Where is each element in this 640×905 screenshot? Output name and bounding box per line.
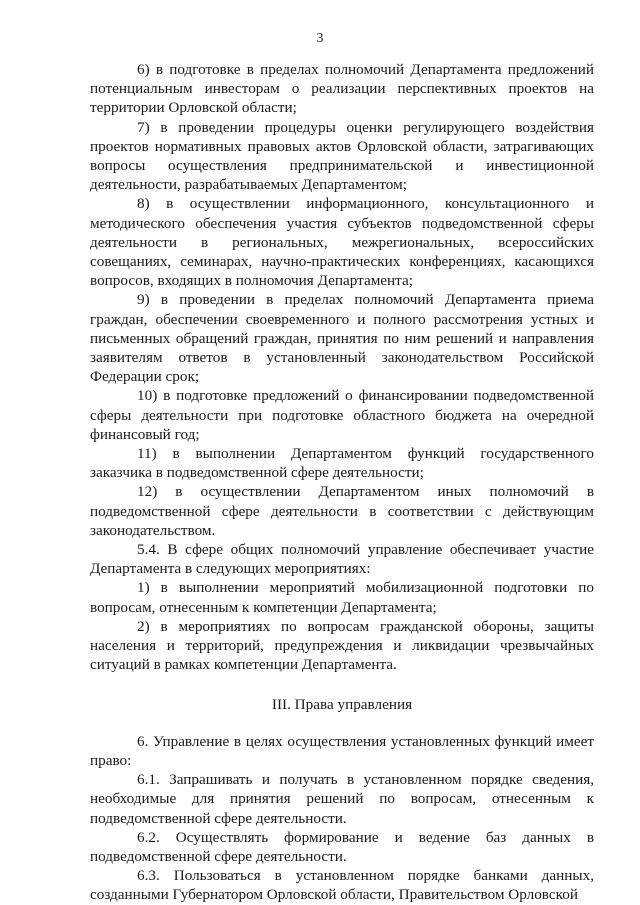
paragraph-5-4-item-1: 1) в выполнении мероприятий мобилизационной подготовки по вопросам, отнесенным к компетенции Департамента; [90, 579, 594, 616]
paragraph-item-10: 10) в подготовке предложений о финансировании подведомственной сферы деятельности при подготовке областного бюджета на очередной финансовый год; [90, 387, 594, 443]
paragraph-6-2: 6.2. Осуществлять формирование и ведение баз данных в подведомственной сфере деятельности. [90, 828, 594, 865]
paragraph-item-7: 7) в проведении процедуры оценки регулирующего воздействия проектов нормативных правовых актов Орловской области, затрагивающих вопросы осуществления предпринимательской и инвестиционной деятельности, разрабатываемых Департаментом; [90, 118, 594, 194]
document-body [90, 60, 594, 905]
paragraph-item-11: 11) в выполнении Департаментом функций государственного заказчика в подведомственной сфере деятельности; [90, 445, 594, 482]
paragraph-item-6: 6) в подготовке в пределах полномочий Департамента предложений потенциальным инвесторам о реализации перспективных проектов на территории Орловской области; [90, 61, 594, 117]
paragraph-5-4: 5.4. В сфере общих полномочий управление обеспечивает участие Департамента в следующих мероприятиях: [90, 541, 594, 578]
paragraph-6-1: 6.1. Запрашивать и получать в установленном порядке сведения, необходимые для принятия решений по вопросам, отнесенным к подведомственной сфере деятельности. [90, 771, 594, 827]
paragraph-item-8: 8) в осуществлении информационного, консультационного и методического обеспечения участия субъектов подведомственной сферы деятельности в региональных, межрегиональных, всероссийских совещаниях, семинарах, научно-практических конференциях, касающихся вопросов, входящих в полномочия Департамента; [90, 195, 594, 290]
section-heading: III. Права управления [271, 695, 413, 713]
paragraph-6: 6. Управление в целях осуществления установленных функций имеет право: [90, 732, 594, 769]
page-number: 3 [316, 31, 324, 46]
paragraph-item-12: 12) в осуществлении Департаментом иных полномочий в подведомственной сфере деятельности в соответствии с действующим законодательством. [90, 483, 594, 539]
paragraph-6-3: 6.3. Пользоваться в установленном порядке банками данных, созданными Губернатором Орловской области, Правительством Орловской [90, 867, 594, 904]
paragraph-5-4-item-2: 2) в мероприятиях по вопросам гражданской обороны, защиты населения и территорий, предупреждения и ликвидации чрезвычайных ситуаций в рамках компетенции Департамента. [90, 617, 594, 674]
paragraph-item-9: 9) в проведении в пределах полномочий Департамента приема граждан, обеспечении своевременного и полного рассмотрения устных и письменных обращений граждан, принятия по ним решений и направления заявителям ответов в установленный законодательством Российской Федерации срок; [90, 291, 594, 386]
